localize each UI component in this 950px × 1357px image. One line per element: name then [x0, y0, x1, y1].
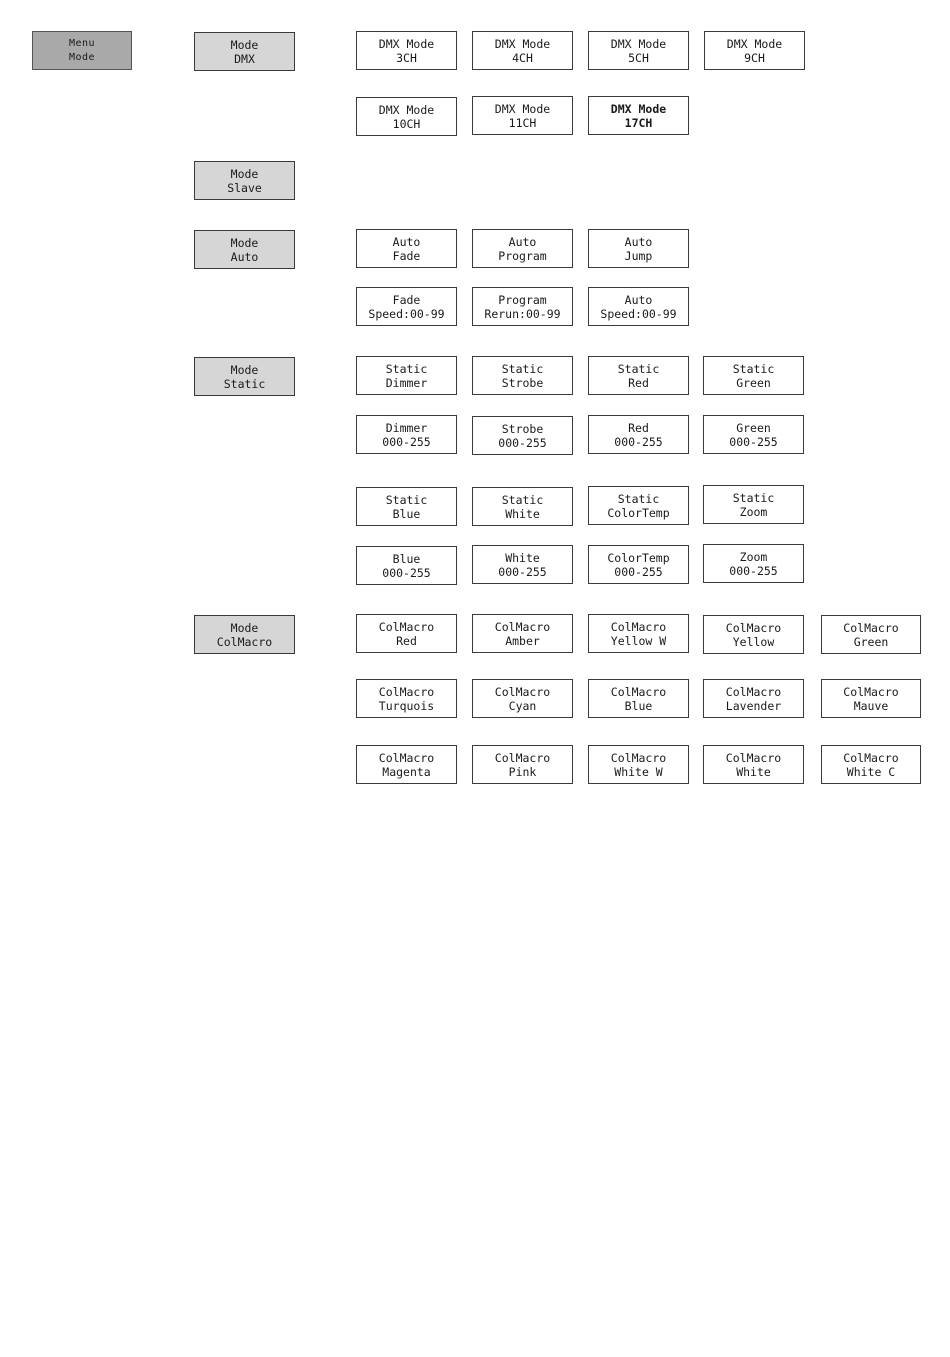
option-line1: Auto [624, 292, 653, 307]
option-line1: DMX Mode [494, 36, 551, 51]
option-line2: 11CH [508, 115, 537, 130]
option-line1: White [505, 550, 540, 565]
option-line1: ColMacro [378, 684, 435, 699]
static-option-colortemp [588, 486, 689, 525]
mode-slave-node [194, 161, 295, 200]
auto-option-fade [356, 229, 457, 268]
colmacro-option-white-c [821, 745, 921, 784]
option-line2: Speed:00-99 [600, 306, 677, 321]
colmacro-option-yellow-w [588, 614, 689, 653]
option-line1: Auto [392, 234, 421, 249]
dmx-option-10ch [356, 97, 457, 136]
option-line1: ColorTemp [607, 550, 670, 565]
mode-auto-line1: Mode [230, 235, 259, 250]
option-line2: 000-255 [614, 434, 663, 449]
mode-static-node [194, 357, 295, 396]
static-option-blue [356, 487, 457, 526]
menu-label-line2: Mode [68, 51, 96, 63]
option-line2: White [505, 506, 540, 521]
option-line1: Program [498, 292, 547, 307]
option-line1: ColMacro [494, 750, 551, 765]
option-line2: Dimmer [385, 375, 428, 390]
option-line2: White [736, 764, 771, 779]
dmx-option-4ch [472, 31, 573, 70]
option-line1: DMX Mode [378, 36, 435, 51]
static-option-strobe [472, 356, 573, 395]
option-line1: ColMacro [725, 684, 782, 699]
option-line1: Static [617, 361, 660, 376]
option-line1: ColMacro [610, 619, 667, 634]
option-line1: Strobe [501, 421, 544, 436]
option-line1: ColMacro [843, 620, 899, 635]
option-line2: Magenta [382, 764, 431, 779]
option-line2: 000-255 [614, 564, 663, 579]
option-line1: DMX Mode [610, 36, 667, 51]
option-line1: ColMacro [843, 684, 899, 699]
static-option-red [588, 356, 689, 395]
option-line1: Auto [624, 234, 653, 249]
mode-colmacro-node [194, 615, 295, 654]
mode-colmacro-line2: ColMacro [216, 634, 273, 649]
option-line2: Green [853, 634, 889, 649]
option-line2: Amber [505, 633, 540, 648]
option-line2: Strobe [501, 375, 544, 390]
option-line2: Speed:00-99 [368, 306, 445, 321]
option-line1: ColMacro [378, 750, 435, 765]
option-line2: Green [736, 375, 771, 390]
mode-auto-node [194, 230, 295, 269]
mode-slave-line2: Slave [227, 180, 262, 195]
option-line2: Zoom [739, 504, 768, 519]
option-line2: Blue [392, 506, 421, 521]
option-line1: Static [732, 490, 775, 505]
option-line1: ColMacro [725, 750, 782, 765]
mode-colmacro-line1: Mode [230, 620, 259, 635]
option-line1: Static [617, 491, 660, 506]
option-line2: Pink [508, 764, 537, 779]
option-line2: 000-255 [498, 435, 547, 450]
option-line1: Auto [508, 234, 537, 249]
dmx-option-9ch [704, 31, 805, 70]
colmacro-option-white [703, 745, 804, 784]
option-line2: White W [614, 764, 663, 779]
option-line2: 3CH [396, 50, 417, 65]
option-line1: Green [736, 420, 771, 435]
option-line1: ColMacro [494, 684, 551, 699]
option-line1: ColMacro [494, 619, 551, 634]
colmacro-option-lavender [703, 679, 804, 718]
option-line2: ColorTemp [607, 505, 670, 520]
option-line1: Dimmer [385, 420, 428, 435]
dmx-option-3ch [356, 31, 457, 70]
option-line2: 000-255 [382, 565, 431, 580]
static-option-green-value [703, 415, 804, 454]
auto-option-fade-speed [356, 287, 457, 326]
option-line2: Cyan [508, 698, 537, 713]
static-option-white-value [472, 545, 573, 584]
dmx-option-17ch [588, 96, 689, 135]
option-line2: Turquois [378, 698, 435, 713]
option-line2: Yellow [732, 634, 775, 649]
option-line1: Static [732, 361, 775, 376]
mode-slave-line1: Mode [230, 166, 259, 181]
option-line2: 000-255 [729, 563, 778, 578]
colmacro-option-pink [472, 745, 573, 784]
static-option-zoom [703, 485, 804, 524]
mode-dmx-node [194, 32, 295, 71]
static-option-zoom-value [703, 544, 804, 583]
option-line1: ColMacro [610, 684, 667, 699]
dmx-option-5ch [588, 31, 689, 70]
colmacro-option-green [821, 615, 921, 654]
option-line1: DMX Mode [610, 101, 667, 116]
mode-static-line1: Mode [230, 362, 259, 377]
static-option-dimmer [356, 356, 457, 395]
option-line2: Rerun:00-99 [484, 306, 561, 321]
option-line1: Red [628, 420, 649, 435]
option-line2: 10CH [392, 116, 421, 131]
colmacro-option-cyan [472, 679, 573, 718]
static-option-white [472, 487, 573, 526]
option-line2: 17CH [624, 115, 653, 130]
option-line1: Static [501, 492, 544, 507]
static-option-blue-value [356, 546, 457, 585]
dmx-option-11ch [472, 96, 573, 135]
option-line2: Mauve [853, 698, 889, 713]
option-line1: ColMacro [378, 619, 435, 634]
colmacro-option-blue [588, 679, 689, 718]
colmacro-option-magenta [356, 745, 457, 784]
option-line2: White C [846, 764, 896, 779]
option-line2: Red [396, 633, 417, 648]
colmacro-option-yellow [703, 615, 804, 654]
static-option-red-value [588, 415, 689, 454]
option-line2: Program [498, 248, 547, 263]
option-line2: Fade [392, 248, 421, 263]
static-option-green [703, 356, 804, 395]
option-line2: Jump [624, 248, 653, 263]
menu-label-line1: Menu [68, 37, 96, 49]
colmacro-option-amber [472, 614, 573, 653]
static-option-strobe-value [472, 416, 573, 455]
option-line1: DMX Mode [726, 36, 783, 51]
option-line2: Lavender [725, 698, 782, 713]
option-line2: 9CH [744, 50, 765, 65]
auto-option-auto-speed [588, 287, 689, 326]
option-line1: ColMacro [610, 750, 667, 765]
option-line1: DMX Mode [378, 102, 435, 117]
mode-static-line2: Static [223, 376, 266, 391]
option-line2: Blue [624, 698, 653, 713]
option-line1: Fade [392, 292, 421, 307]
static-option-dimmer-value [356, 415, 457, 454]
mode-auto-line2: Auto [230, 249, 259, 264]
colmacro-option-turquois [356, 679, 457, 718]
option-line2: Red [628, 375, 649, 390]
option-line1: Zoom [739, 549, 768, 564]
mode-dmx-line1: Mode [230, 37, 259, 52]
option-line1: ColMacro [843, 750, 899, 765]
option-line1: Static [501, 361, 544, 376]
option-line2: 000-255 [382, 434, 431, 449]
colmacro-option-mauve [821, 679, 921, 718]
option-line2: Yellow W [610, 633, 667, 648]
option-line1: Blue [392, 551, 421, 566]
option-line1: DMX Mode [494, 101, 551, 116]
colmacro-option-red [356, 614, 457, 653]
option-line2: 000-255 [729, 434, 778, 449]
option-line1: ColMacro [725, 620, 782, 635]
option-line1: Static [385, 361, 428, 376]
option-line2: 000-255 [498, 564, 547, 579]
static-option-colortemp-value [588, 545, 689, 584]
option-line2: 4CH [512, 50, 533, 65]
option-line2: 5CH [628, 50, 649, 65]
mode-dmx-line2: DMX [234, 51, 255, 66]
option-line1: Static [385, 492, 428, 507]
colmacro-option-white-w [588, 745, 689, 784]
auto-option-program-rerun [472, 287, 573, 326]
auto-option-program [472, 229, 573, 268]
menu-mode-node [32, 31, 132, 70]
auto-option-jump [588, 229, 689, 268]
